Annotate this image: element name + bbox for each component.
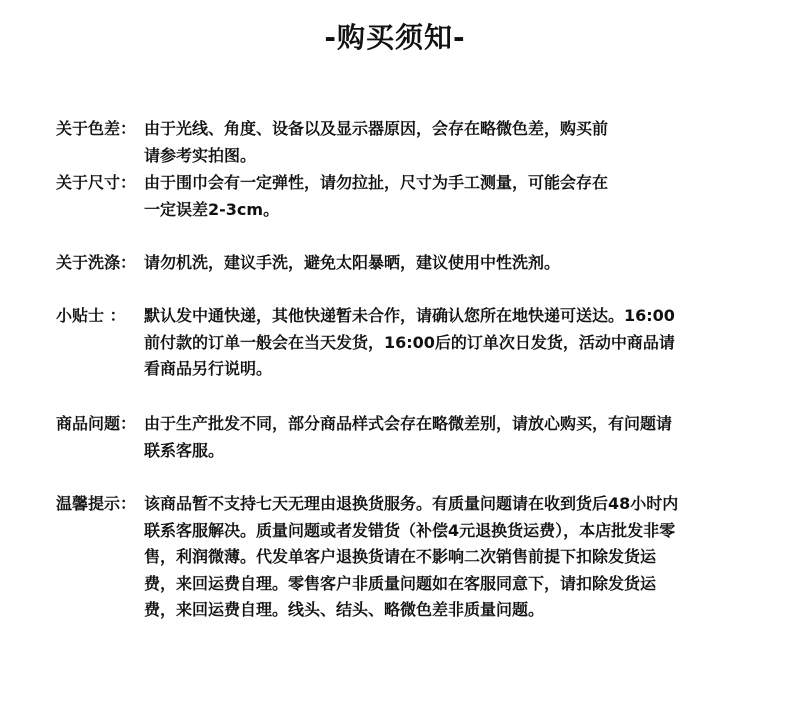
content-line: 售，利润微薄。代发单客户退换货请在不影响二次销售前提下扣除发货运 <box>144 547 657 566</box>
content-line: 请参考实拍图。 <box>144 145 257 165</box>
content-line: 由于光线、角度、设备以及显示器原因，会存在略微色差，购买前 <box>144 119 609 138</box>
content-line: 由于生产批发不同，部分商品样式会存在略微差别，请放心购买，有问题请 <box>144 414 673 433</box>
section-label: 关于洗涤： <box>56 253 137 272</box>
content-line: 默认发中通快递，其他快递暂未合作，请确认您所在地快递可送达。16:00 <box>144 306 675 325</box>
content-line: 费，来回运费自理。零售客户非质量问题如在客服同意下，请扣除发货运 <box>144 573 657 593</box>
content-line: 由于围巾会有一定弹性，请勿拉扯，尺寸为手工测量，可能会存在 <box>144 173 609 192</box>
section-label: 商品问题： <box>56 414 137 433</box>
section-content <box>144 491 744 624</box>
content-line: 联系客服。 <box>144 440 225 460</box>
section-color-difference <box>56 116 756 169</box>
section-label: 关于尺寸： <box>56 173 137 192</box>
content-line: 该商品暂不支持七天无理由退换货服务。有质量问题请在收到货后48小时内 <box>144 494 679 513</box>
section-size <box>56 170 756 223</box>
section-tips <box>56 303 756 383</box>
section-label: 关于色差： <box>56 119 137 138</box>
section-content <box>144 170 744 223</box>
content-line: 费，来回运费自理。线头、结头、略微色差非质量问题。 <box>144 600 545 619</box>
section-content <box>144 411 744 464</box>
section-label: 温馨提示： <box>56 494 137 513</box>
content-line: 一定误差2-3cm。 <box>144 199 280 219</box>
section-warm-reminder <box>56 491 756 624</box>
section-washing <box>56 250 756 277</box>
content-line: 请勿机洗，建议手洗，避免太阳暴晒，建议使用中性洗剂。 <box>144 253 561 272</box>
content-line: 前付款的订单一般会在当天发货，16:00后的订单次日发货，活动中商品请 <box>144 332 675 352</box>
section-product-issues <box>56 411 756 464</box>
section-content <box>144 250 744 277</box>
section-content <box>144 116 744 169</box>
section-label: 小贴士 ： <box>56 306 126 325</box>
page-title: -购买须知- <box>324 21 466 54</box>
content-line: 联系客服解决。质量问题或者发错货（补偿4元退换货运费），本店批发非零 <box>144 520 676 540</box>
section-content <box>144 303 744 383</box>
content-line: 看商品另行说明。 <box>144 359 273 378</box>
